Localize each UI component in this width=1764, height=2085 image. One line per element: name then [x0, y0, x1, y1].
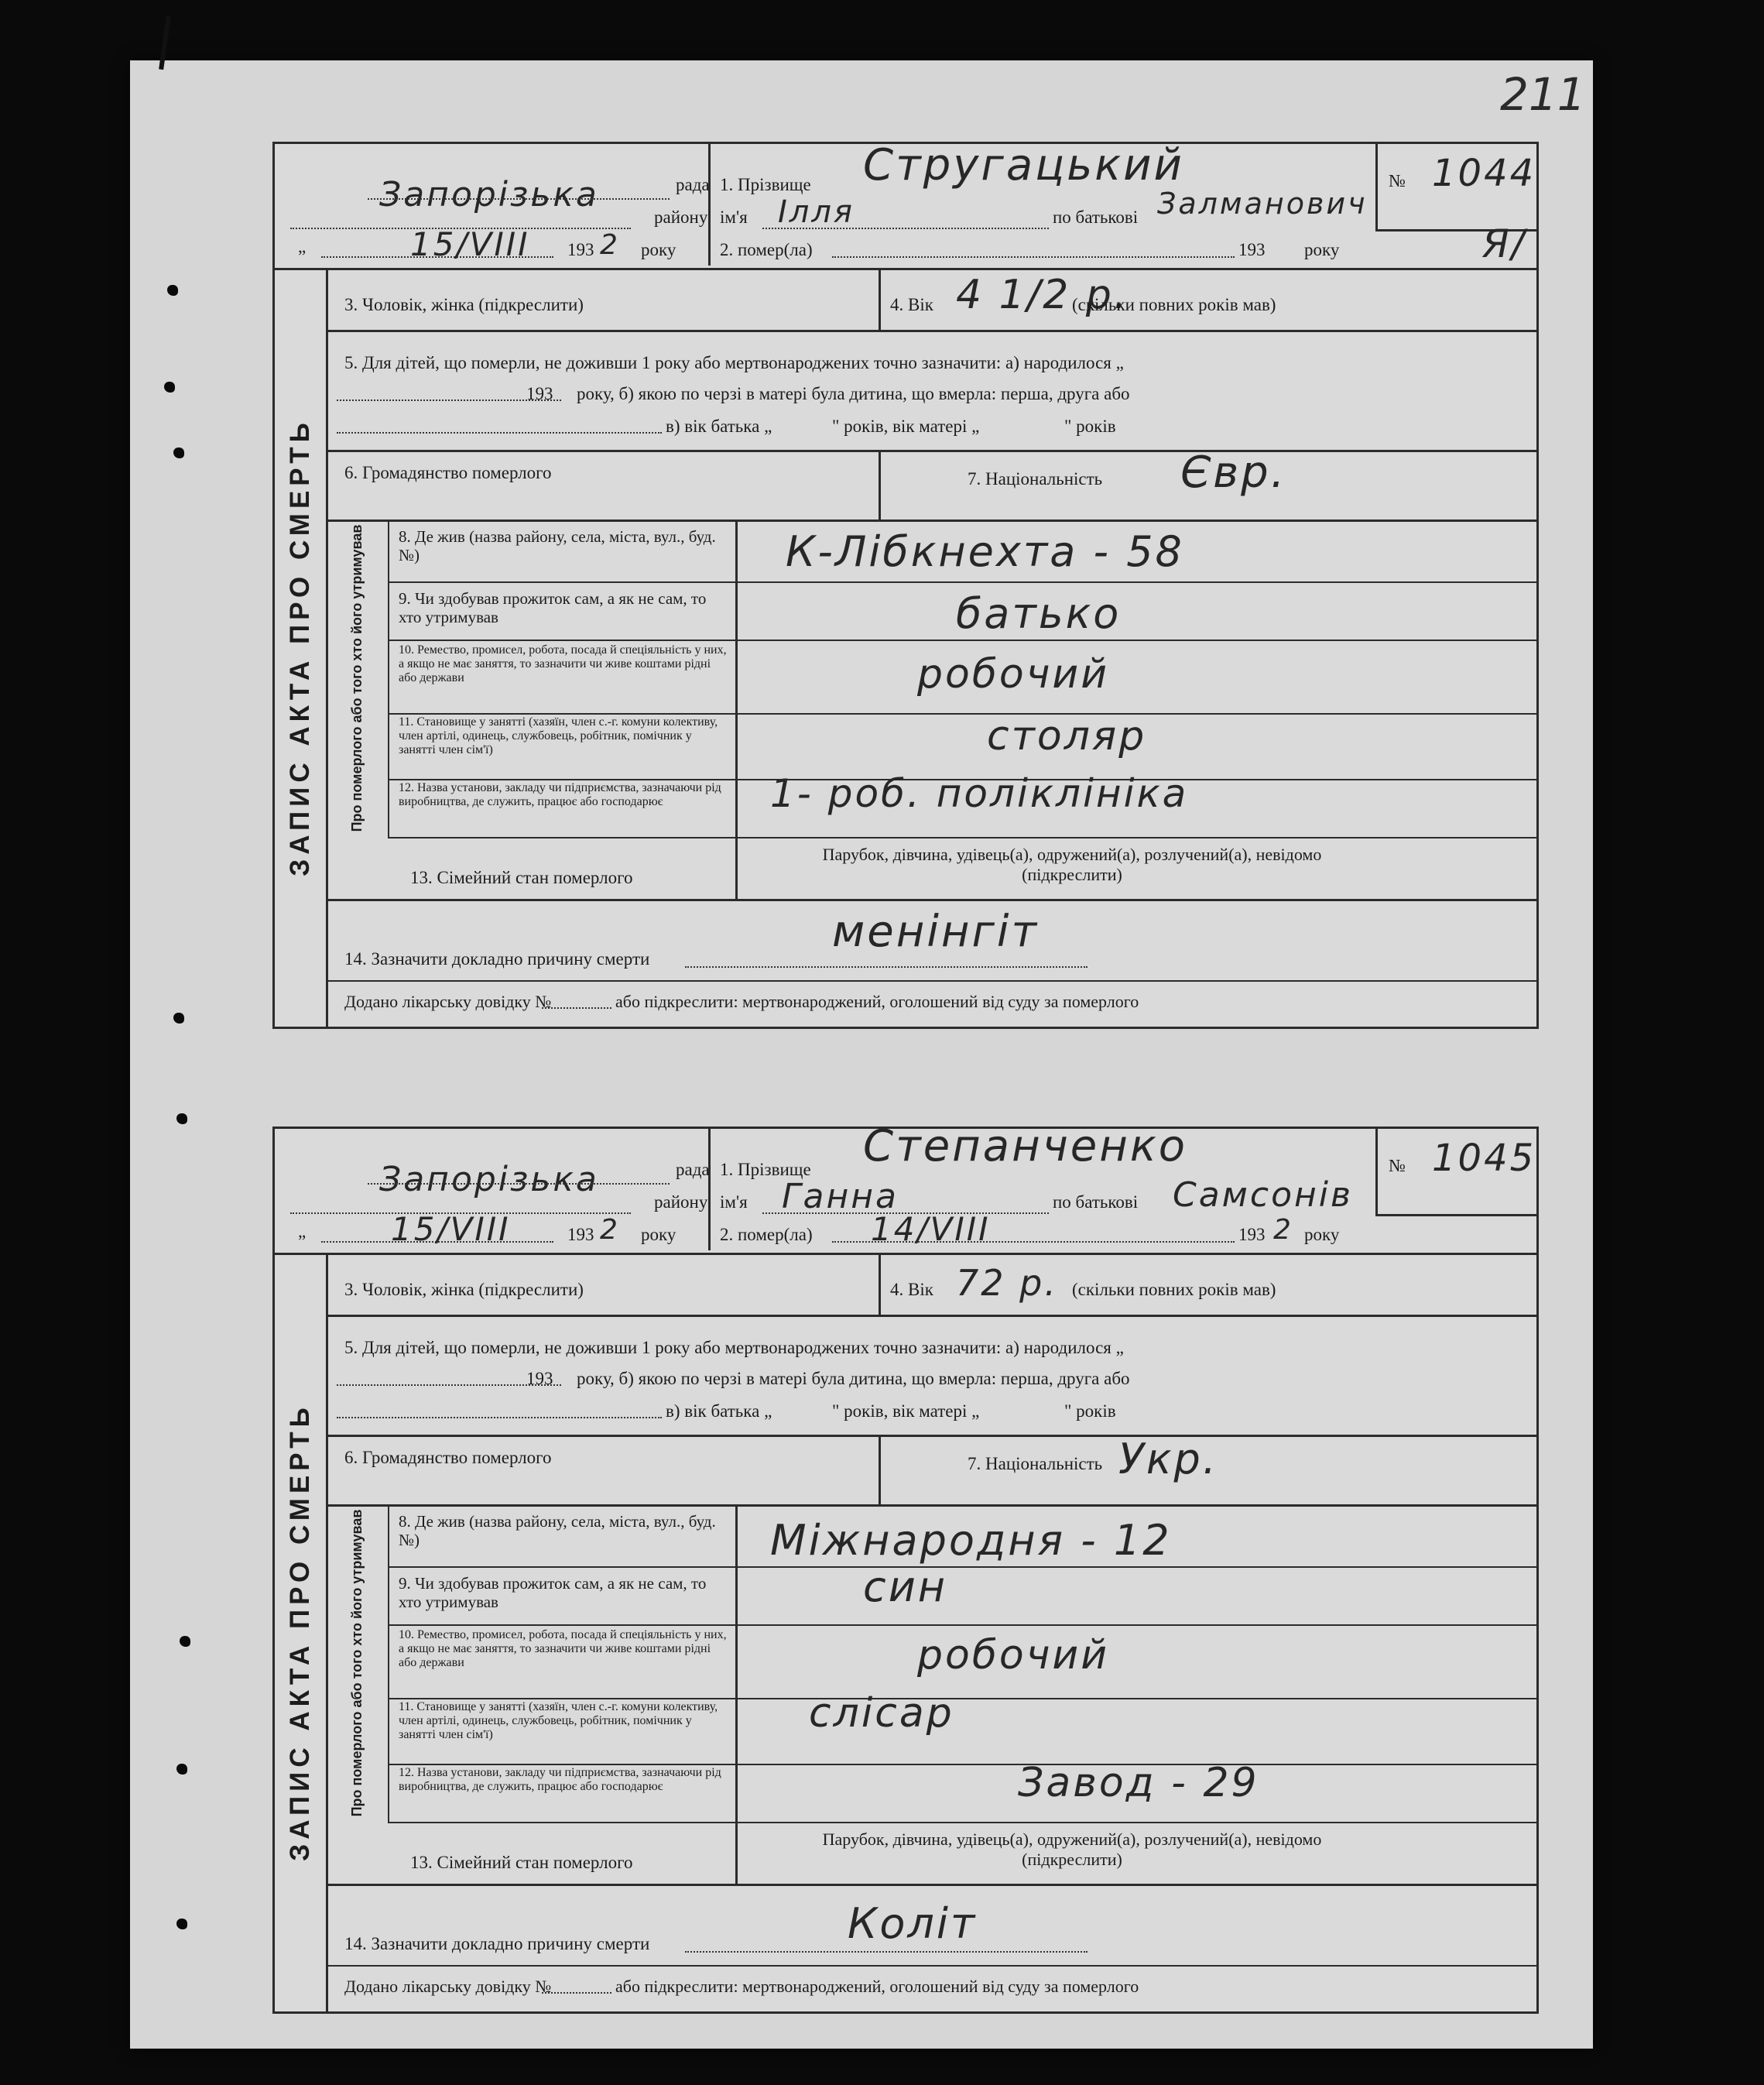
name-handwriting: Ганна: [782, 1177, 899, 1216]
support-handwriting: син: [863, 1562, 948, 1611]
support-handwriting: батько: [956, 589, 1122, 638]
nationality-handwriting: Укр.: [1118, 1435, 1218, 1483]
cause-handwriting: Коліт: [848, 1899, 978, 1948]
patronymic-handwriting: Залманович: [1157, 187, 1368, 221]
death-record-1: Запорізька рада району „ 15/VIII 193 2 року 1. Прізвище Стругацький ім'я Ілля по батькові Залманович 2. помер(ла) 193 року № 1044 Я/ ЗАПИС АКТА ПРО СМЕРТЬ 3. Чоловік, жінка (підкреслити) 4. Вік 4 1/2 р. (скільки повних років мав) 5. Для дітей, що померли, не доживши 1 року або мертвонароджених точно зазначити: а) народилося „ 193 року, б) якою по черзі в матері була дитина, що вмерла: перша, друга або в) вік батька „ " років, вік матері „ " років 6. Громадянство померлого 7. Національність Євр. Про померлого або того хто його утримував 8. Де жив (назва району, села, міста, вул., буд. №) К-Лібкнехта - 58 9. Чи здобував прожиток сам, а як не сам, то хто утримував батько 10. Ремество, промисел, робота, посада й спеціяльність у них, а якщо не має заняття, то зазначити чи живе коштами рідні або держави робочий 11. Становище у занятті (хазяїн, член с.-г. комуни колективу, член артілі, одинець, службовець, робітник, помічник у занятті член сім'ї) столяр 12. Назва установи, закладу чи підприємства, зазначаючи рід виробництва, де служить, працює або господарює 1- роб. поліклініка 13. Сімейний стан померлого Парубок, дівчина, удівець(а), одружений(а), розлучений(а), невідомо (підкреслити) 14. Зазначити докладно причину смерти менінгіт Додано лікарську довідку № або підкреслити: мертвонароджений, оголошений від суду за померлого: [272, 142, 1539, 1029]
record-number-box: № 1044: [1375, 144, 1536, 231]
position-handwriting: столяр: [987, 713, 1147, 760]
position-handwriting: слісар: [809, 1690, 954, 1737]
rada-label: рада: [676, 175, 710, 194]
punch-hole: [164, 382, 175, 393]
record-number-box: № 1045: [1375, 1129, 1536, 1216]
nationality-handwriting: Євр.: [1180, 448, 1287, 498]
punch-hole: [173, 1013, 184, 1024]
vertical-title-bar: ЗАПИС АКТА ПРО СМЕРТЬ: [275, 268, 328, 1027]
residence-handwriting: Міжнародня - 12: [770, 1516, 1172, 1565]
punch-hole: [176, 1113, 187, 1124]
workplace-handwriting: 1- роб. поліклініка: [770, 771, 1189, 816]
record-header: Запорізька рада району „ 15/VIII 193 2 року 1. Прізвище Стругацький ім'я Ілля по батькові Залманович 2. помер(ла) 193 року № 1044 Я/: [275, 144, 1536, 270]
raion-label: району: [654, 207, 708, 227]
cause-handwriting: менінгіт: [832, 907, 1040, 957]
workplace-handwriting: Завод - 29: [1018, 1760, 1259, 1806]
age-handwriting: 72 р.: [956, 1262, 1058, 1304]
name-handwriting: Ілля: [778, 194, 855, 230]
punch-hole: [173, 448, 184, 458]
surname-label: 1. Прізвище: [720, 175, 811, 194]
age-handwriting: 4 1/2 р.: [956, 272, 1129, 318]
punch-hole: [176, 1764, 187, 1775]
punch-hole: [180, 1636, 190, 1647]
record-number: 1045: [1432, 1137, 1536, 1180]
vertical-title-bar: ЗАПИС АКТА ПРО СМЕРТЬ: [275, 1253, 328, 2011]
occupation-handwriting: робочий: [917, 1632, 1110, 1679]
death-record-2: Запорізька рада району „ 15/VIII 193 2 року 1. Прізвище Степанченко ім'я Ганна по батькові Самсонів 2. помер(ла) 14/VIII 193 2 року № 1045 ЗАПИС АКТА ПРО СМЕРТЬ 3. Чоловік, жінка (підкреслити) 4. Вік 72 р. (скільки повних років мав) 5. Для дітей, що померли, не доживши 1 року або мертвонароджених точно зазначити: а) народилося „ 193 року, б) якою по черзі в матері була дитина, що вмерла: перша, друга або в) вік батька „ " років, вік матері „ " років 6. Громадянство померлого 7. Національність Укр. Про померлого або того хто його утримував 8. Де жив (назва району, села, міста, вул., буд. №) Міжнародня - 12 9. Чи здобував прожиток сам, а як не сам, то хто утримував син 10. Ремество, промисел, робота, посада й спеціяльність у них, а якщо не має заняття, то зазначити чи живе коштами рідні або держави робочий 11. Становище у занятті (хазяїн, член с.-г. комуни колективу, член артілі, одинець, службовець, робітник, помічник у занятті член сім'ї) слісар 12. Назва установи, закладу чи підприємства, зазначаючи рід виробництва, де служить, працює або господарює Завод - 29 13. Сімейний стан померлого Парубок, дівчина, удівець(а), одружений(а), розлучений(а), невідомо (підкреслити) 14. Зазначити докладно причину смерти Коліт Додано лікарську довідку № або підкреслити: мертвонароджений, оголошений від суду за померлого: [272, 1127, 1539, 2014]
page-number: 211: [1500, 68, 1586, 121]
occupation-handwriting: робочий: [917, 651, 1110, 698]
record-number: 1044: [1432, 152, 1536, 195]
surname-handwriting: Стругацький: [863, 140, 1184, 190]
residence-handwriting: К-Лібкнехта - 58: [786, 527, 1184, 576]
death-date-handwriting: 14/VIII: [871, 1210, 991, 1248]
punch-hole: [176, 1919, 187, 1929]
margin-mark: Я/: [1482, 221, 1527, 266]
council-handwriting: Запорізька: [379, 1160, 599, 1199]
registration-date-handwriting: 15/VIII: [391, 1210, 511, 1248]
registration-date-handwriting: 15/VIII: [410, 225, 530, 263]
punch-hole: [167, 285, 178, 296]
council-handwriting: Запорізька: [379, 175, 599, 214]
record-header: Запорізька рада району „ 15/VIII 193 2 року 1. Прізвище Степанченко ім'я Ганна по батькові Самсонів 2. помер(ла) 14/VIII 193 2 року № 1045: [275, 1129, 1536, 1255]
patronymic-handwriting: Самсонів: [1173, 1175, 1353, 1215]
surname-handwriting: Степанченко: [863, 1121, 1187, 1171]
